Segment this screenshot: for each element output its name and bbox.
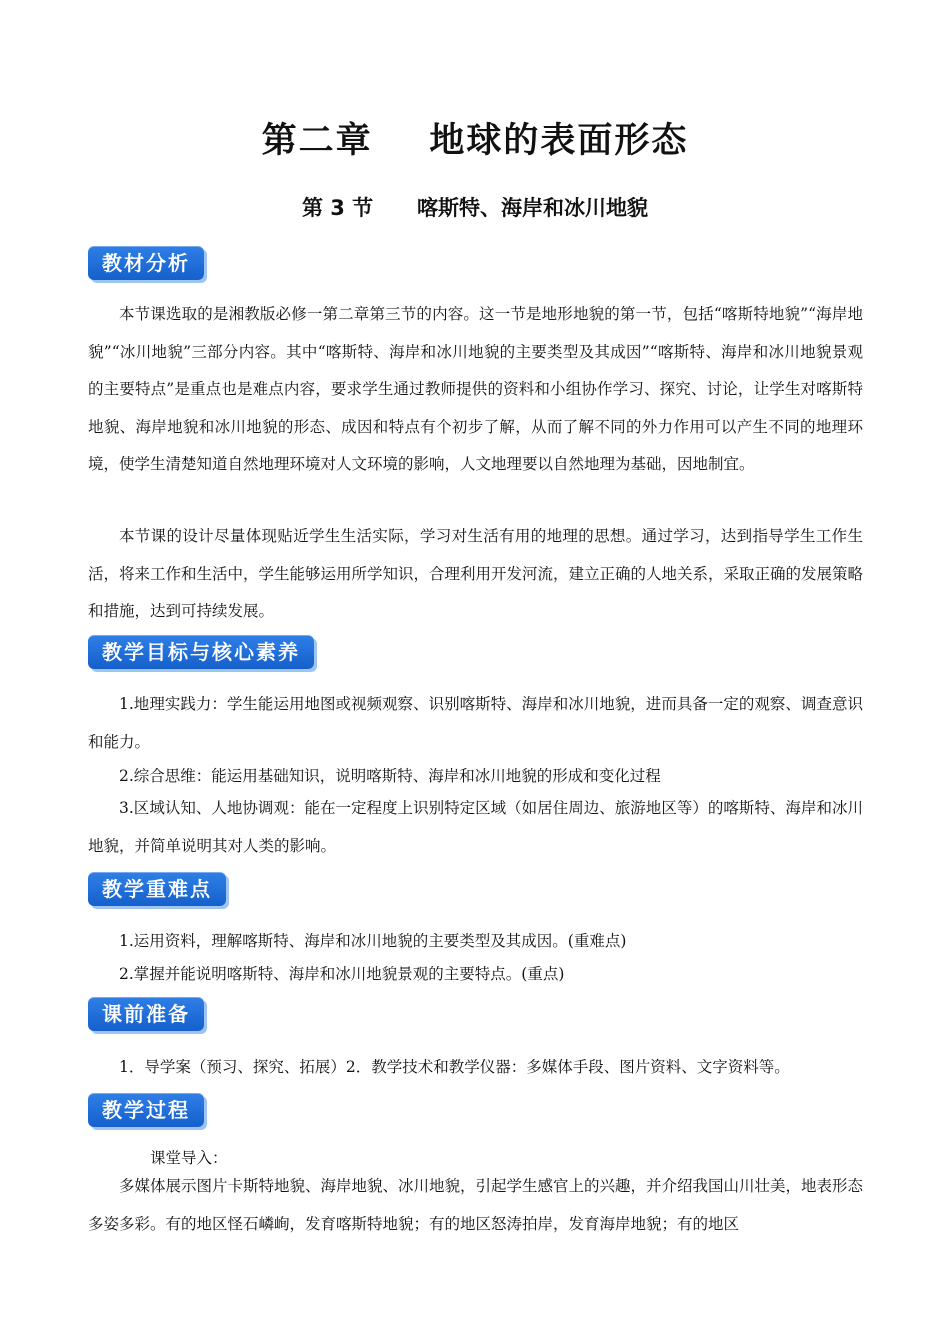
section-title: 第 3 节 喀斯特、海岸和冰川地貌 [301,196,649,220]
process-intro-label: 课堂导入： [150,1149,228,1167]
analysis-paragraph: 本节课选取的是湘教版必修一第二章第三节的内容。这一节是地形地貌的第一节，包括“喀斯特地貌”“海岸地貌”“冰川地貌”三部分内容。其中“喀斯特、海岸和冰川地貌的主要类型及其成因”“喀斯特、海岸和冰川地貌景观的主要特点”是重点也是难点内容，要求学生通过教师提供的资料和小组协作学习、探究、讨论，让学生对喀斯特地貌、海岸地貌和冰川地貌的形态、成因和特点有个初步了解，从而了解不同的外力作用可以产生不同的地理环境，使学生清楚知道自然地理环境对人文环境的影响，人文地理要以自然地理为基础，因地制宜。 [88,305,863,473]
objective-item: 3.区域认知、人地协调观：能在一定程度上识别特定区域（如居住周边、旅游地区等）的喀斯特、海岸和冰川地貌，并简单说明其对人类的影响。 [88,799,863,855]
analysis-paragraph: 本节课的设计尽量体现贴近学生生活实际，学习对生活有用的地理的思想。通过学习，达到指导学生工作生活，将来工作和生活中，学生能够运用所学知识，合理利用开发河流，建立正确的人地关系，采取正确的发展策略和措施，达到可持续发展。 [88,527,864,620]
objective-item: 1.地理实践力：学生能运用地图或视频观察、识别喀斯特、海岸和冰川地貌，进而具备一定的观察、调查意识和能力。 [88,695,863,751]
preparation-badge: 课前准备 [88,997,204,1031]
objective-item: 2.综合思维：能运用基础知识，说明喀斯特、海岸和冰川地貌的形成和变化过程 [119,767,661,785]
process-badge: 教学过程 [88,1093,204,1127]
objectives-badge: 教学目标与核心素养 [88,635,314,669]
process-paragraph: 多媒体展示图片卡斯特地貌、海岸地貌、冰川地貌，引起学生感官上的兴趣，并介绍我国山川壮美，地表形态多姿多彩。有的地区怪石嶙峋，发育喀斯特地貌；有的地区怒涛拍岸，发育海岸地貌；有的地区 [88,1177,864,1233]
analysis-badge: 教材分析 [88,246,204,280]
preparation-text: 1．导学案（预习、探究、拓展）2．教学技术和教学仪器：多媒体手段、图片资料、文字资料等。 [119,1058,790,1076]
chapter-title: 第二章 地球的表面形态 [261,121,689,161]
key-point-item: 2.掌握并能说明喀斯特、海岸和冰川地貌景观的主要特点。(重点) [119,965,565,983]
key-point-item: 1.运用资料，理解喀斯特、海岸和冰川地貌的主要类型及其成因。(重难点) [119,932,627,950]
key-points-badge: 教学重难点 [88,872,226,906]
